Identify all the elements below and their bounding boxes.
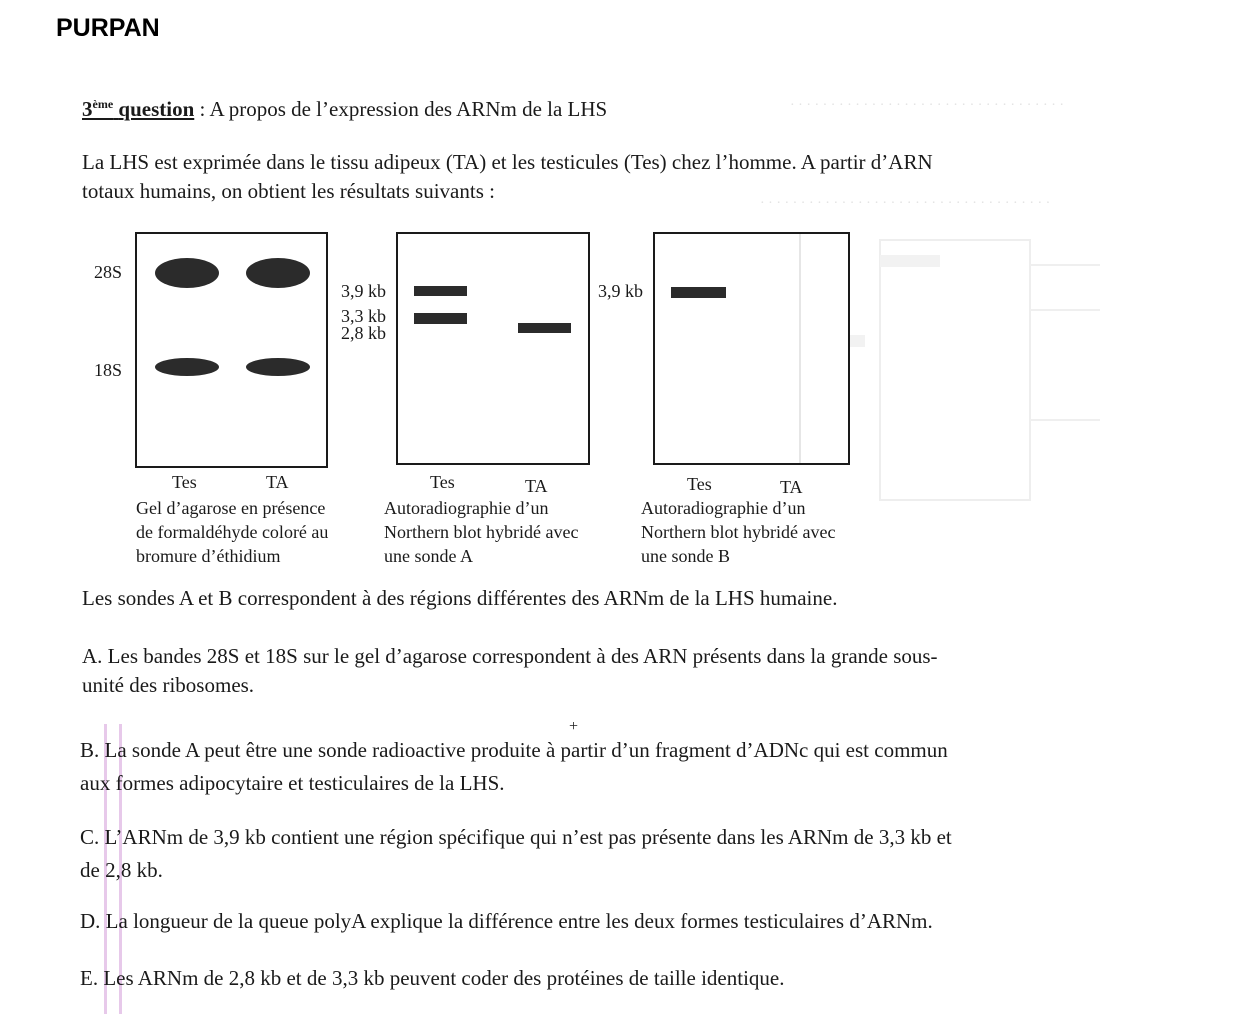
intro-line-1: La LHS est exprimée dans le tissu adipeux (TA) et les testicules (Tes) chez l’homme. A partir d’ARN: [82, 150, 933, 174]
gel-band-18s-ta: [246, 358, 310, 376]
option-c-line-2: de 2,8 kb.: [80, 858, 163, 882]
gel-lane-tes: Tes: [172, 472, 197, 492]
probes-statement: Les sondes A et B correspondent à des régions différentes des ARNm de la LHS humaine.: [82, 586, 838, 610]
blot-a-size-3-3: 3,3 kb: [341, 306, 386, 326]
blot-a-band-3-9-tes: [414, 286, 467, 296]
option-e-line-1: E. Les ARNm de 2,8 kb et de 3,3 kb peuvent coder des protéines de taille identique.: [80, 966, 785, 990]
option-b-line-2: aux formes adipocytaire et testiculaires de la LHS.: [80, 771, 505, 795]
blot-a-frame: [397, 233, 589, 464]
blot-a-band-2-8-ta: [518, 323, 571, 333]
gel-band-28s-tes: [155, 258, 219, 288]
blot-a-size-3-9: 3,9 kb: [341, 281, 386, 301]
stray-mark: +: [569, 718, 579, 735]
blot-b-band-3-9-tes: [671, 287, 726, 298]
blot-a-lane-tes: Tes: [430, 472, 455, 492]
blot-b-lane-tes: Tes: [687, 474, 712, 494]
gel-caption-line-3: bromure d’éthidium: [136, 546, 281, 566]
blot-a-band-3-3-tes: [414, 313, 467, 324]
intro-line-2: totaux humains, on obtient les résultats suivants :: [82, 179, 495, 203]
blot-b-caption-line-2: Northern blot hybridé avec: [641, 522, 836, 542]
gel-caption-line-1: Gel d’agarose en présence: [136, 498, 326, 518]
gel-marker-18s: 18S: [94, 360, 123, 380]
blot-a-caption-line-2: Northern blot hybridé avec: [384, 522, 579, 542]
blot-a-caption-line-3: une sonde A: [384, 546, 473, 566]
blot-b-caption-line-3: une sonde B: [641, 546, 730, 566]
option-d-line-1: D. La longueur de la queue polyA explique la différence entre les deux formes testiculaires d’ARNm.: [80, 909, 933, 933]
blot-a-caption-line-1: Autoradiographie d’un: [384, 498, 549, 518]
gel-marker-28s: 28S: [94, 262, 123, 282]
gel-band-28s-ta: [246, 258, 310, 288]
bleed-through-text: · · · · · · · · · · · · · · · · · · · · · · · · · · · · · · · · · ·: [790, 98, 1065, 113]
option-a-line-1: A. Les bandes 28S et 18S sur le gel d’agarose correspondent à des ARN présents dans la grande sous-: [82, 644, 938, 668]
bleed-through-text: · · · · · · · · · · · · · · · · · · · · · · · · · · · · · · · · · · · ·: [760, 196, 1051, 211]
blot-b-caption-line-1: Autoradiographie d’un: [641, 498, 806, 518]
gel-lane-ta: TA: [266, 472, 289, 492]
blot-a-lane-ta: TA: [525, 476, 548, 496]
blot-a-size-2-8: 2,8 kb: [341, 323, 386, 343]
gel-band-18s-tes: [155, 358, 219, 376]
blot-b-lane-ta: TA: [780, 477, 803, 497]
page-header: PURPAN: [56, 14, 160, 42]
option-b-line-1: B. La sonde A peut être une sonde radioactive produite à partir d’un fragment d’ADNc qui est commun: [80, 738, 948, 762]
question-title-text: : A propos de l’expression des ARNm de la LHS: [194, 97, 608, 121]
question-label: 3ème question: [82, 97, 195, 121]
blot-b-size-3-9: 3,9 kb: [598, 281, 643, 301]
gel-caption-line-2: de formaldéhyde coloré au: [136, 522, 329, 542]
blot-b-frame: [654, 233, 849, 464]
option-a-line-2: unité des ribosomes.: [82, 673, 255, 697]
option-c-line-1: C. L’ARNm de 3,9 kb contient une région spécifique qui n’est pas présente dans les ARNm de 3,3 kb et: [80, 825, 952, 849]
